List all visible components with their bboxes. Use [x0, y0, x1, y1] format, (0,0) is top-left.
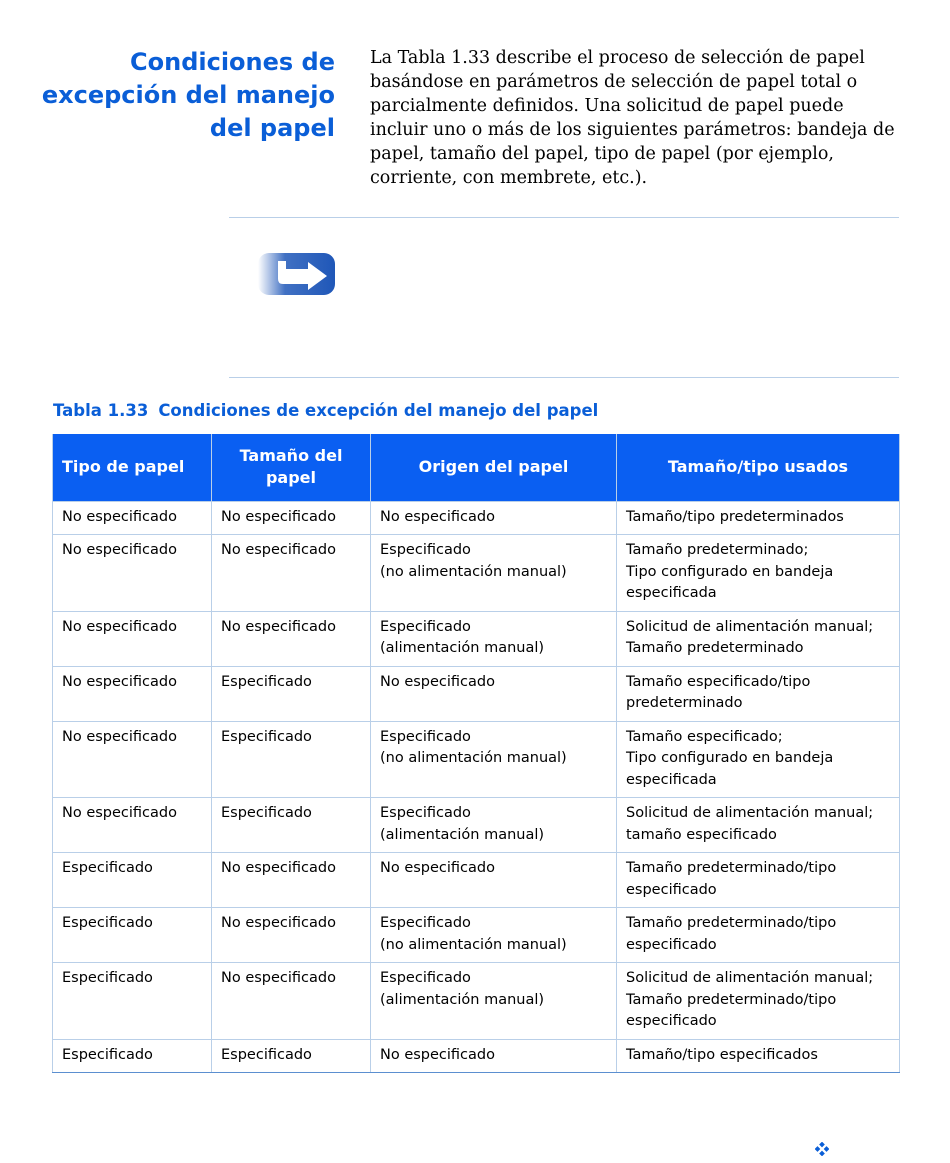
- table-row: [53, 721, 900, 798]
- table-row: [53, 501, 900, 535]
- table-cell: Solicitud de alimentación manual; Tamaño predeterminado/tipo especificado: [617, 963, 900, 1040]
- table-row: [53, 666, 900, 721]
- table-cell: No especificado: [212, 501, 371, 535]
- table-cell: Solicitud de alimentación manual; Tamaño predeterminado: [617, 611, 900, 666]
- section-heading-line: del papel: [209, 114, 335, 142]
- intro-paragraph: La Tabla 1.33 describe el proceso de selección de papel basándose en parámetros de selección de papel total o parcialmente definidos. Una solicitud de papel puede incluir uno o más de los siguientes parámetros: bandeja de papel, tamaño del papel, tipo de papel (por ejemplo, corriente, con membrete, etc.).: [370, 48, 895, 188]
- table-cell: Especificado (no alimentación manual): [371, 721, 617, 798]
- note-arrow-icon: [258, 252, 336, 296]
- table-row: [53, 611, 900, 666]
- table-cell: Especificado (alimentación manual): [371, 611, 617, 666]
- column-header: Origen del papel: [371, 434, 617, 501]
- paper-exceptions-table: [52, 434, 900, 1073]
- table-header-row: [53, 434, 900, 501]
- column-header: Tamaño del papel: [212, 434, 371, 501]
- table-cell: No especificado: [53, 611, 212, 666]
- table-cell: Tamaño/tipo predeterminados: [617, 501, 900, 535]
- table-row: [53, 853, 900, 908]
- table-cell: No especificado: [371, 853, 617, 908]
- table-cell: Tamaño especificado/tipo predeterminado: [617, 666, 900, 721]
- table-row: [53, 535, 900, 612]
- table-cell: No especificado: [371, 501, 617, 535]
- table-row: [53, 798, 900, 853]
- table-cell: Especificado (alimentación manual): [371, 963, 617, 1040]
- table-cell: No especificado: [53, 501, 212, 535]
- table-cell: Especificado: [212, 721, 371, 798]
- note-top-divider: [229, 217, 899, 218]
- column-header: Tamaño/tipo usados: [617, 434, 900, 501]
- section-heading-line: excepción del manejo: [41, 81, 335, 109]
- table-row: [53, 1039, 900, 1073]
- table-cell: No especificado: [371, 666, 617, 721]
- table-cell: Especificado: [53, 853, 212, 908]
- diamond-ornament-icon: [815, 1142, 829, 1156]
- table-cell: Especificado: [53, 963, 212, 1040]
- table-cell: Especificado: [212, 1039, 371, 1073]
- table-cell: No especificado: [212, 963, 371, 1040]
- table-cell: No especificado: [212, 908, 371, 963]
- table-caption-number: Tabla 1.33: [53, 401, 149, 420]
- table-row: [53, 963, 900, 1040]
- section-heading: [40, 46, 335, 145]
- table-cell: No especificado: [212, 535, 371, 612]
- table-cell: Tamaño predeterminado/tipo especificado: [617, 908, 900, 963]
- column-header: Tipo de papel: [53, 434, 212, 501]
- table-caption-title: Condiciones de excepción del manejo del papel: [158, 401, 599, 420]
- table-cell: Especificado (no alimentación manual): [371, 908, 617, 963]
- table-cell: No especificado: [53, 666, 212, 721]
- table-cell: Especificado: [53, 908, 212, 963]
- table-cell: Especificado (alimentación manual): [371, 798, 617, 853]
- table-cell: Especificado: [53, 1039, 212, 1073]
- table-cell: Tamaño especificado; Tipo configurado en bandeja especificada: [617, 721, 900, 798]
- table-cell: Especificado: [212, 798, 371, 853]
- table-caption: [53, 400, 598, 422]
- table-cell: Tamaño predeterminado; Tipo configurado en bandeja especificada: [617, 535, 900, 612]
- table-cell: No especificado: [53, 535, 212, 612]
- section-heading-line: Condiciones de: [130, 48, 335, 76]
- table-cell: Especificado: [212, 666, 371, 721]
- table-cell: Solicitud de alimentación manual; tamaño especificado: [617, 798, 900, 853]
- table-cell: No especificado: [212, 853, 371, 908]
- note-bottom-divider: [229, 377, 899, 378]
- table-cell: No especificado: [371, 1039, 617, 1073]
- table-cell: Especificado (no alimentación manual): [371, 535, 617, 612]
- table-cell: No especificado: [53, 721, 212, 798]
- table-cell: Tamaño/tipo especificados: [617, 1039, 900, 1073]
- table-row: [53, 908, 900, 963]
- table-cell: Tamaño predeterminado/tipo especificado: [617, 853, 900, 908]
- table-cell: No especificado: [53, 798, 212, 853]
- table-cell: No especificado: [212, 611, 371, 666]
